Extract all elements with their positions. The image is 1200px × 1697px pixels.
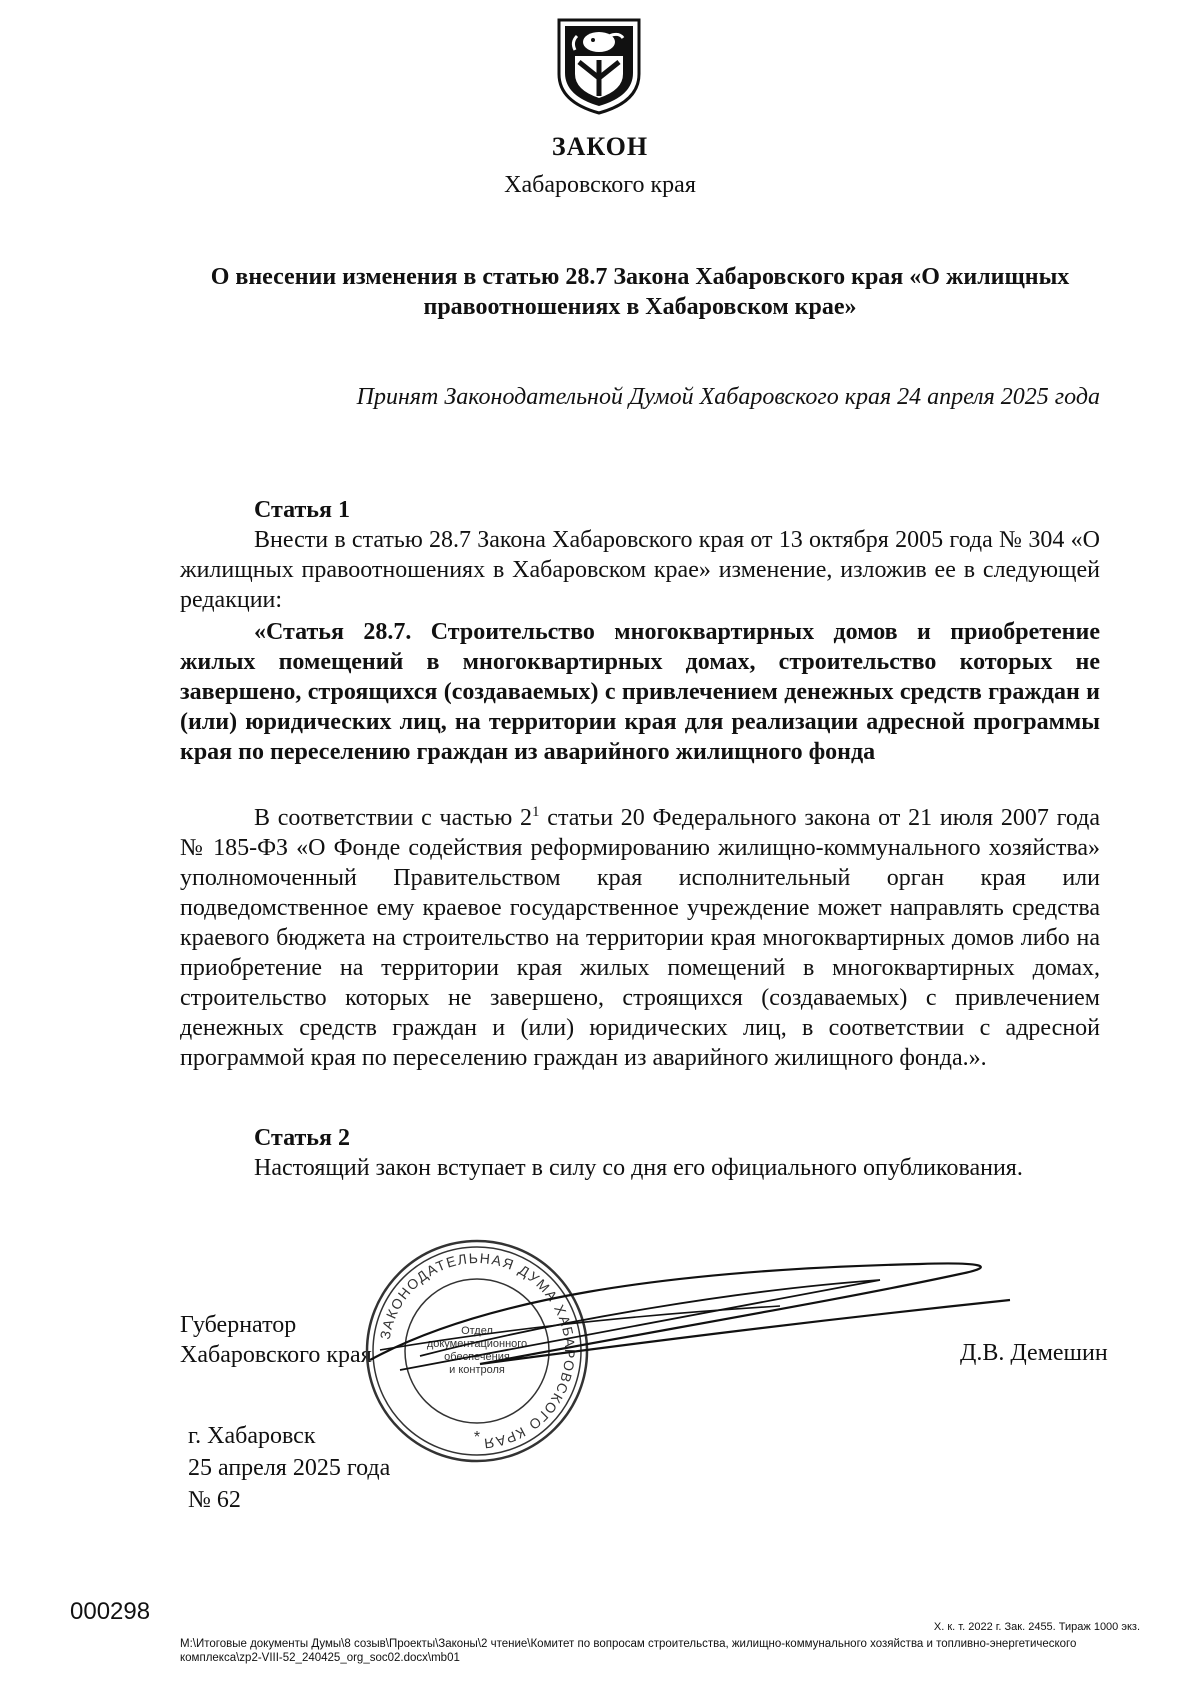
city: г. Хабаровск bbox=[188, 1423, 316, 1449]
article-1-intro: Внести в статью 28.7 Закона Хабаровского края от 13 октября 2005 года № 304 «О жилищных правоотношениях в Хабаровском крае» изменение, изложив ее в следующей редакции: bbox=[180, 527, 1100, 613]
document-heading-line-1: О внесении изменения в статью 28.7 Закона Хабаровского края «О жилищных bbox=[210, 264, 1070, 290]
signatory-position-line-1: Губернатор bbox=[180, 1312, 297, 1338]
place-date-number bbox=[188, 1420, 390, 1516]
new-article-text-part-b: статьи 20 Федерального закона от 21 июля 2007 года № 185-ФЗ «О Фонде содействия реформированию жилищно-коммунального хозяйства» уполномоченный Правительством края исполнительный орган края или подведомственное ему краевое государственное учреждение может направлять средства краевого бюджета на строительство на территории края многоквартирных домов либо на приобретение на территории края жилых помещений в многоквартирных домах, строительство которых не завершено, строящихся (создаваемых) с привлечением денежных средств граждан и (или) юридических лиц, в соответствии с адресной программой края по переселению граждан из аварийного жилищного фонда.». bbox=[180, 805, 1100, 1071]
new-article-28-7-text bbox=[180, 797, 1100, 1073]
article-1-title: Статья 1 bbox=[254, 497, 350, 523]
handwritten-signature bbox=[360, 1260, 1020, 1380]
new-article-28-7-title: «Статья 28.7. Строительство многоквартирных домов и приобретение жилых помещений в многоквартирных домах, строительство которых не завершено, строящихся (создаваемых) с привлечением денежных средств граждан и (или) юридических лиц, на территории края для реализации адресной программы края по переселению граждан из аварийного жилищного фонда bbox=[180, 619, 1100, 765]
stamp-center-line-2: документационного bbox=[426, 1338, 528, 1350]
law-title: ЗАКОН bbox=[551, 132, 649, 161]
print-info: Х. к. т. 2022 г. Зак. 2455. Тираж 1000 экз. bbox=[933, 1621, 1140, 1633]
adoption-note: Принят Законодательной Думой Хабаровского края 24 апреля 2025 года bbox=[356, 384, 1100, 410]
stamp-center-line-4: и контроля bbox=[449, 1364, 505, 1376]
law-number: № 62 bbox=[188, 1487, 241, 1513]
new-article-text-part-a: В соответствии с частью 2 bbox=[254, 805, 533, 831]
signing-date: 25 апреля 2025 года bbox=[188, 1455, 391, 1481]
document-heading-line-2: правоотношениях в Хабаровском крае» bbox=[423, 294, 857, 320]
stamp-center-line-3: обеспечения bbox=[444, 1351, 510, 1363]
registration-number: 000298 bbox=[70, 1598, 151, 1625]
stamp-ring-text: ЗАКОНОДАТЕЛЬНАЯ ДУМА ХАБАРОВСКОГО КРАЯ bbox=[376, 1249, 579, 1452]
stamp-star: * bbox=[473, 1429, 481, 1446]
signatory-position bbox=[180, 1310, 372, 1370]
superscript-index: 1 bbox=[532, 804, 540, 820]
article-2-title: Статья 2 bbox=[254, 1125, 350, 1151]
coat-of-arms-emblem bbox=[553, 16, 645, 116]
article-2-text: Настоящий закон вступает в силу со дня его официального опубликования. bbox=[254, 1155, 1023, 1181]
stamp-center-line-1: Отдел bbox=[461, 1325, 493, 1337]
signatory-position-line-2: Хабаровского края bbox=[180, 1342, 372, 1368]
document-heading bbox=[180, 262, 1100, 322]
file-path: M:\Итоговые документы Думы\8 созыв\Проекты\Законы\2 чтение\Комитет по вопросам строительства, жилищно-коммунального хозяйства и топливно-энергетического комплекса\zp2-VIII-52_240425_org_soc02.docx\mb01 bbox=[180, 1638, 1077, 1664]
signatory-name: Д.В. Демешин bbox=[960, 1340, 1108, 1366]
law-region: Хабаровского края bbox=[504, 172, 696, 198]
